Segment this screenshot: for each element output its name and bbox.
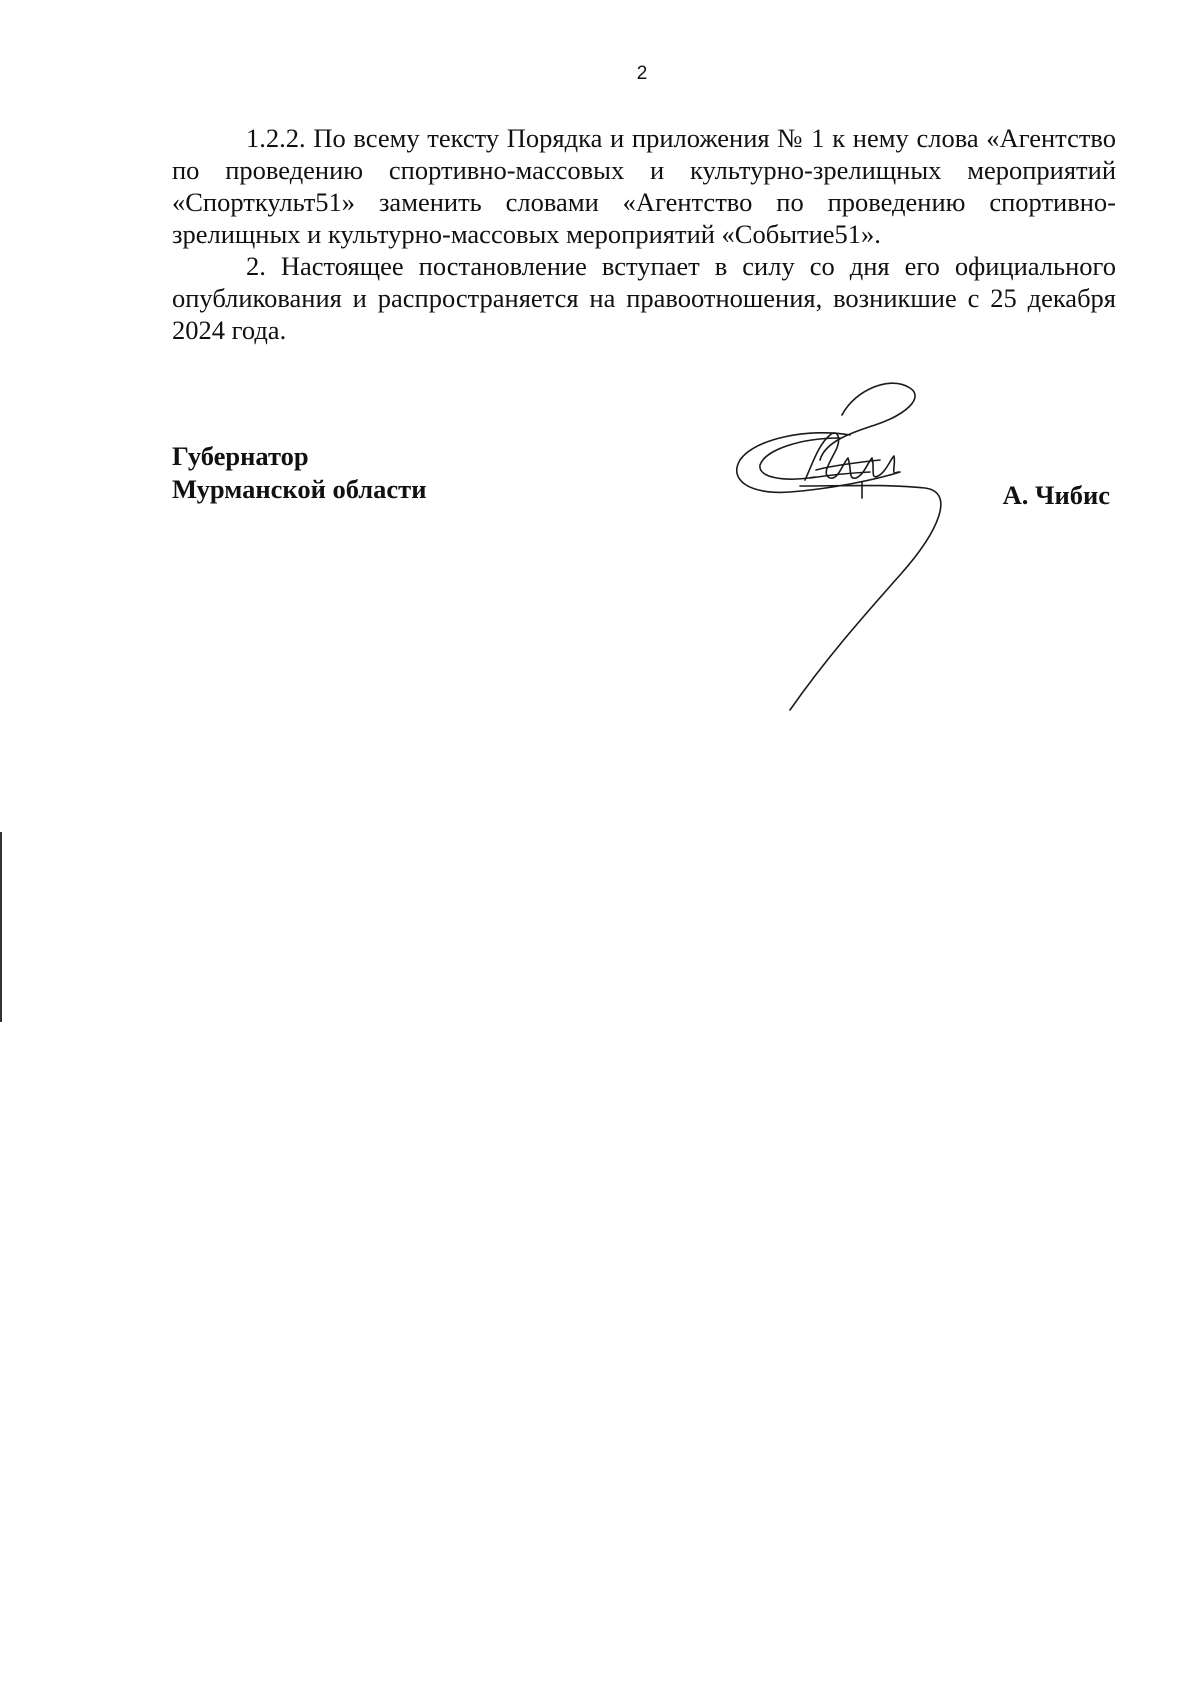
document-body	[172, 122, 1116, 346]
scan-edge-mark	[0, 832, 2, 1022]
signatory-title: Губернатор	[172, 441, 309, 471]
page-number: 2	[636, 63, 648, 84]
handwritten-signature	[730, 380, 960, 715]
paragraph-amendment: 1.2.2. По всему тексту Порядка и приложения № 1 к нему слова «Агентство по проведению спортивно-массовых и культурно-зрелищных мероприятий «Спорткульт51» заменить словами «Агентство по проведению спортивно-зрелищных и культурно-массовых мероприятий «Событие51».	[172, 123, 1116, 249]
paragraph-effective-date: 2. Настоящее постановление вступает в силу со дня его официального опубликования и распространяется на правоотношения, возникшие с 25 декабря 2024 года.	[172, 251, 1116, 345]
signatory-position	[172, 440, 426, 506]
signatory-name: А. Чибис	[1002, 480, 1110, 510]
signatory-region: Мурманской области	[172, 474, 427, 504]
